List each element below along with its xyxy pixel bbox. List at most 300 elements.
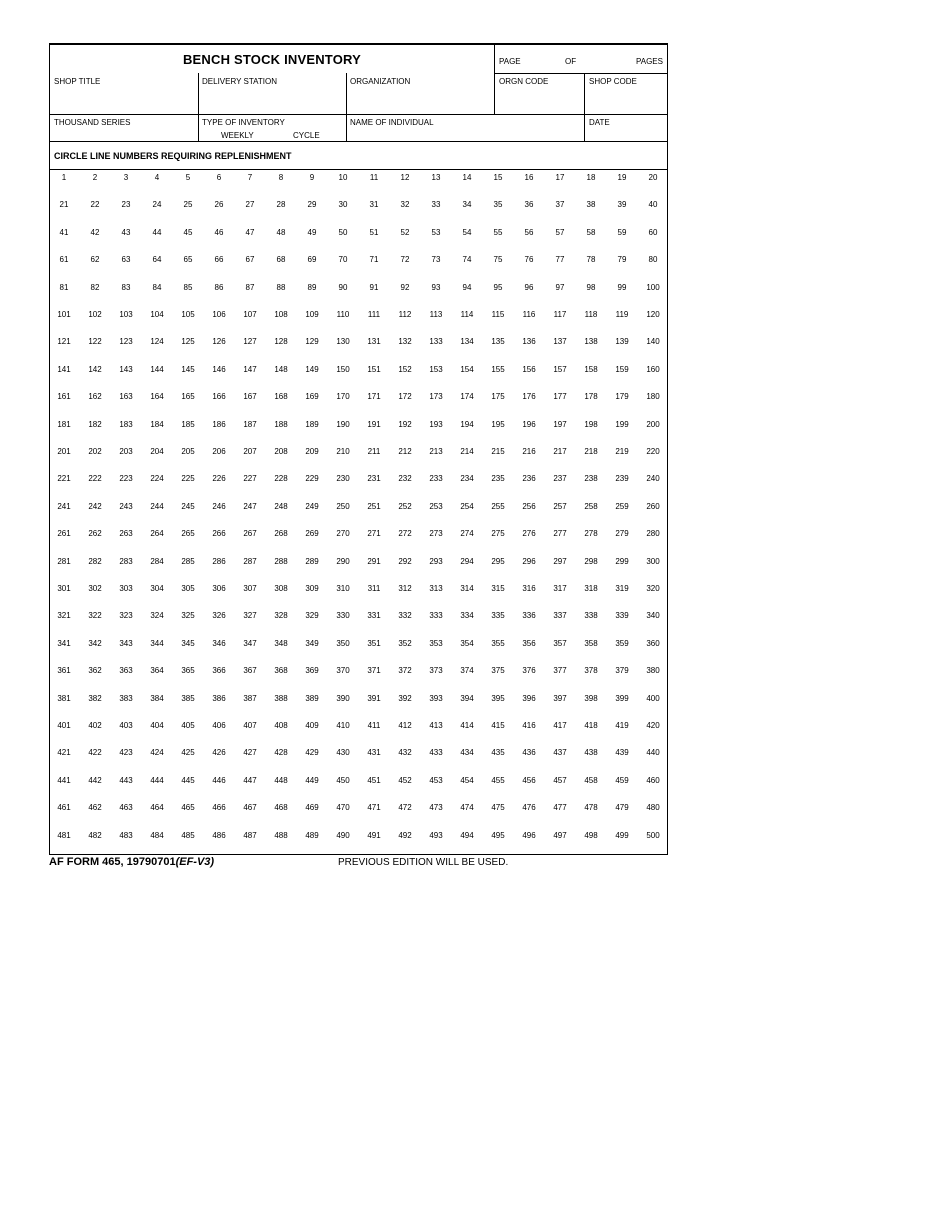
line-number-97[interactable]: 97 [555, 282, 565, 292]
line-number-402[interactable]: 402 [88, 721, 102, 730]
line-number-223[interactable]: 223 [119, 474, 133, 484]
line-number-367[interactable]: 367 [243, 666, 257, 676]
line-number-425[interactable]: 425 [181, 748, 195, 758]
line-number-390[interactable]: 390 [336, 693, 350, 703]
line-number-19[interactable]: 19 [617, 173, 627, 182]
line-number-312[interactable]: 312 [398, 584, 412, 593]
line-number-406[interactable]: 406 [212, 721, 226, 730]
line-number-494[interactable]: 494 [460, 830, 474, 840]
line-number-215[interactable]: 215 [491, 447, 505, 456]
line-number-438[interactable]: 438 [584, 748, 598, 758]
line-number-222[interactable]: 222 [88, 474, 102, 484]
line-number-399[interactable]: 399 [615, 693, 629, 703]
line-number-209[interactable]: 209 [305, 447, 319, 456]
line-number-151[interactable]: 151 [367, 364, 381, 374]
line-number-247[interactable]: 247 [243, 501, 257, 511]
line-number-267[interactable]: 267 [243, 529, 257, 539]
line-number-7[interactable]: 7 [247, 173, 253, 182]
line-number-161[interactable]: 161 [57, 392, 71, 402]
line-number-294[interactable]: 294 [460, 556, 474, 566]
line-number-166[interactable]: 166 [212, 392, 226, 402]
line-number-178[interactable]: 178 [584, 392, 598, 402]
line-number-113[interactable]: 113 [429, 310, 443, 319]
line-number-197[interactable]: 197 [553, 419, 567, 429]
line-number-391[interactable]: 391 [367, 693, 381, 703]
line-number-39[interactable]: 39 [617, 200, 627, 210]
line-number-75[interactable]: 75 [493, 255, 503, 265]
line-number-330[interactable]: 330 [336, 611, 350, 621]
line-number-106[interactable]: 106 [212, 310, 226, 319]
line-number-102[interactable]: 102 [88, 310, 102, 319]
line-number-395[interactable]: 395 [491, 693, 505, 703]
line-number-409[interactable]: 409 [305, 721, 319, 730]
line-number-21[interactable]: 21 [59, 200, 69, 210]
line-number-224[interactable]: 224 [150, 474, 164, 484]
line-number-408[interactable]: 408 [274, 721, 288, 730]
line-number-479[interactable]: 479 [615, 803, 629, 813]
line-number-485[interactable]: 485 [181, 830, 195, 840]
line-number-245[interactable]: 245 [181, 501, 195, 511]
line-number-90[interactable]: 90 [338, 282, 348, 292]
line-number-363[interactable]: 363 [119, 666, 133, 676]
line-number-140[interactable]: 140 [646, 337, 660, 347]
line-number-430[interactable]: 430 [336, 748, 350, 758]
line-number-336[interactable]: 336 [522, 611, 536, 621]
line-number-15[interactable]: 15 [493, 173, 503, 182]
line-number-313[interactable]: 313 [429, 584, 443, 593]
line-number-188[interactable]: 188 [274, 419, 288, 429]
line-number-251[interactable]: 251 [367, 501, 381, 511]
line-number-25[interactable]: 25 [183, 200, 193, 210]
line-number-329[interactable]: 329 [305, 611, 319, 621]
line-number-496[interactable]: 496 [522, 830, 536, 840]
line-number-205[interactable]: 205 [181, 447, 195, 456]
line-number-368[interactable]: 368 [274, 666, 288, 676]
line-number-320[interactable]: 320 [646, 584, 660, 593]
line-number-274[interactable]: 274 [460, 529, 474, 539]
line-number-13[interactable]: 13 [431, 173, 441, 182]
line-number-27[interactable]: 27 [245, 200, 255, 210]
line-number-364[interactable]: 364 [150, 666, 164, 676]
line-number-335[interactable]: 335 [491, 611, 505, 621]
line-number-423[interactable]: 423 [119, 748, 133, 758]
line-number-469[interactable]: 469 [305, 803, 319, 813]
line-number-318[interactable]: 318 [584, 584, 598, 593]
line-number-275[interactable]: 275 [491, 529, 505, 539]
line-number-258[interactable]: 258 [584, 501, 598, 511]
line-number-293[interactable]: 293 [429, 556, 443, 566]
line-number-96[interactable]: 96 [524, 282, 534, 292]
line-number-301[interactable]: 301 [57, 584, 71, 593]
line-number-121[interactable]: 121 [57, 337, 71, 347]
line-number-17[interactable]: 17 [555, 173, 565, 182]
line-number-174[interactable]: 174 [460, 392, 474, 402]
line-number-281[interactable]: 281 [57, 556, 71, 566]
line-number-486[interactable]: 486 [212, 830, 226, 840]
line-number-484[interactable]: 484 [150, 830, 164, 840]
line-number-388[interactable]: 388 [274, 693, 288, 703]
line-number-279[interactable]: 279 [615, 529, 629, 539]
line-number-342[interactable]: 342 [88, 638, 102, 648]
line-number-133[interactable]: 133 [429, 337, 443, 347]
line-number-455[interactable]: 455 [491, 775, 505, 785]
line-number-415[interactable]: 415 [491, 721, 505, 730]
line-number-492[interactable]: 492 [398, 830, 412, 840]
line-number-52[interactable]: 52 [400, 227, 410, 237]
line-number-474[interactable]: 474 [460, 803, 474, 813]
line-number-263[interactable]: 263 [119, 529, 133, 539]
line-number-352[interactable]: 352 [398, 638, 412, 648]
line-number-141[interactable]: 141 [57, 364, 71, 374]
line-number-354[interactable]: 354 [460, 638, 474, 648]
line-number-262[interactable]: 262 [88, 529, 102, 539]
line-number-110[interactable]: 110 [336, 310, 350, 319]
line-number-119[interactable]: 119 [615, 310, 629, 319]
line-number-445[interactable]: 445 [181, 775, 195, 785]
line-number-310[interactable]: 310 [336, 584, 350, 593]
line-number-211[interactable]: 211 [367, 447, 381, 456]
cycle-option[interactable]: CYCLE [293, 131, 320, 140]
line-number-57[interactable]: 57 [555, 227, 565, 237]
line-number-411[interactable]: 411 [367, 721, 381, 730]
line-number-434[interactable]: 434 [460, 748, 474, 758]
line-number-221[interactable]: 221 [57, 474, 71, 484]
line-number-46[interactable]: 46 [214, 227, 224, 237]
line-number-202[interactable]: 202 [88, 447, 102, 456]
line-number-2[interactable]: 2 [92, 173, 98, 182]
line-number-403[interactable]: 403 [119, 721, 133, 730]
line-number-243[interactable]: 243 [119, 501, 133, 511]
line-number-195[interactable]: 195 [491, 419, 505, 429]
line-number-87[interactable]: 87 [245, 282, 255, 292]
line-number-238[interactable]: 238 [584, 474, 598, 484]
line-number-84[interactable]: 84 [152, 282, 162, 292]
line-number-30[interactable]: 30 [338, 200, 348, 210]
line-number-147[interactable]: 147 [243, 364, 257, 374]
line-number-199[interactable]: 199 [615, 419, 629, 429]
line-number-380[interactable]: 380 [646, 666, 660, 676]
line-number-239[interactable]: 239 [615, 474, 629, 484]
line-number-260[interactable]: 260 [646, 501, 660, 511]
line-number-165[interactable]: 165 [181, 392, 195, 402]
line-number-466[interactable]: 466 [212, 803, 226, 813]
line-number-421[interactable]: 421 [57, 748, 71, 758]
line-number-471[interactable]: 471 [367, 803, 381, 813]
line-number-8[interactable]: 8 [278, 173, 284, 182]
line-number-5[interactable]: 5 [185, 173, 191, 182]
line-number-285[interactable]: 285 [181, 556, 195, 566]
line-number-112[interactable]: 112 [398, 310, 412, 319]
line-number-95[interactable]: 95 [493, 282, 503, 292]
line-number-452[interactable]: 452 [398, 775, 412, 785]
line-number-236[interactable]: 236 [522, 474, 536, 484]
line-number-129[interactable]: 129 [305, 337, 319, 347]
line-number-124[interactable]: 124 [150, 337, 164, 347]
line-number-389[interactable]: 389 [305, 693, 319, 703]
line-number-371[interactable]: 371 [367, 666, 381, 676]
line-number-273[interactable]: 273 [429, 529, 443, 539]
line-number-172[interactable]: 172 [398, 392, 412, 402]
line-number-259[interactable]: 259 [615, 501, 629, 511]
line-number-472[interactable]: 472 [398, 803, 412, 813]
line-number-324[interactable]: 324 [150, 611, 164, 621]
line-number-333[interactable]: 333 [429, 611, 443, 621]
line-number-80[interactable]: 80 [648, 255, 658, 265]
line-number-115[interactable]: 115 [491, 310, 505, 319]
line-number-44[interactable]: 44 [152, 227, 162, 237]
line-number-135[interactable]: 135 [491, 337, 505, 347]
line-number-93[interactable]: 93 [431, 282, 441, 292]
line-number-288[interactable]: 288 [274, 556, 288, 566]
line-number-186[interactable]: 186 [212, 419, 226, 429]
line-number-168[interactable]: 168 [274, 392, 288, 402]
line-number-181[interactable]: 181 [57, 419, 71, 429]
line-number-220[interactable]: 220 [646, 447, 660, 456]
line-number-488[interactable]: 488 [274, 830, 288, 840]
line-number-400[interactable]: 400 [646, 693, 660, 703]
line-number-392[interactable]: 392 [398, 693, 412, 703]
line-number-55[interactable]: 55 [493, 227, 503, 237]
line-number-413[interactable]: 413 [429, 721, 443, 730]
line-number-282[interactable]: 282 [88, 556, 102, 566]
line-number-62[interactable]: 62 [90, 255, 100, 265]
line-number-290[interactable]: 290 [336, 556, 350, 566]
line-number-89[interactable]: 89 [307, 282, 317, 292]
line-number-302[interactable]: 302 [88, 584, 102, 593]
line-number-252[interactable]: 252 [398, 501, 412, 511]
line-number-385[interactable]: 385 [181, 693, 195, 703]
line-number-480[interactable]: 480 [646, 803, 660, 813]
line-number-82[interactable]: 82 [90, 282, 100, 292]
line-number-79[interactable]: 79 [617, 255, 627, 265]
line-number-100[interactable]: 100 [646, 282, 660, 292]
line-number-435[interactable]: 435 [491, 748, 505, 758]
line-number-167[interactable]: 167 [243, 392, 257, 402]
line-number-266[interactable]: 266 [212, 529, 226, 539]
line-number-307[interactable]: 307 [243, 584, 257, 593]
line-number-464[interactable]: 464 [150, 803, 164, 813]
line-number-280[interactable]: 280 [646, 529, 660, 539]
line-number-210[interactable]: 210 [336, 447, 350, 456]
line-number-207[interactable]: 207 [243, 447, 257, 456]
line-number-70[interactable]: 70 [338, 255, 348, 265]
line-number-76[interactable]: 76 [524, 255, 534, 265]
line-number-451[interactable]: 451 [367, 775, 381, 785]
line-number-396[interactable]: 396 [522, 693, 536, 703]
line-number-429[interactable]: 429 [305, 748, 319, 758]
line-number-144[interactable]: 144 [150, 364, 164, 374]
line-number-419[interactable]: 419 [615, 721, 629, 730]
line-number-242[interactable]: 242 [88, 501, 102, 511]
line-number-493[interactable]: 493 [429, 830, 443, 840]
line-number-289[interactable]: 289 [305, 556, 319, 566]
line-number-351[interactable]: 351 [367, 638, 381, 648]
line-number-308[interactable]: 308 [274, 584, 288, 593]
line-number-358[interactable]: 358 [584, 638, 598, 648]
line-number-235[interactable]: 235 [491, 474, 505, 484]
line-number-105[interactable]: 105 [181, 310, 195, 319]
line-number-241[interactable]: 241 [57, 501, 71, 511]
line-number-149[interactable]: 149 [305, 364, 319, 374]
line-number-33[interactable]: 33 [431, 200, 441, 210]
line-number-407[interactable]: 407 [243, 721, 257, 730]
line-number-94[interactable]: 94 [462, 282, 472, 292]
line-number-227[interactable]: 227 [243, 474, 257, 484]
line-number-203[interactable]: 203 [119, 447, 133, 456]
line-number-163[interactable]: 163 [119, 392, 133, 402]
line-number-206[interactable]: 206 [212, 447, 226, 456]
line-number-386[interactable]: 386 [212, 693, 226, 703]
line-number-164[interactable]: 164 [150, 392, 164, 402]
line-number-4[interactable]: 4 [154, 173, 160, 182]
line-number-327[interactable]: 327 [243, 611, 257, 621]
line-number-331[interactable]: 331 [367, 611, 381, 621]
line-number-432[interactable]: 432 [398, 748, 412, 758]
line-number-291[interactable]: 291 [367, 556, 381, 566]
line-number-356[interactable]: 356 [522, 638, 536, 648]
line-number-192[interactable]: 192 [398, 419, 412, 429]
line-number-23[interactable]: 23 [121, 200, 131, 210]
line-number-347[interactable]: 347 [243, 638, 257, 648]
line-number-91[interactable]: 91 [369, 282, 379, 292]
line-number-216[interactable]: 216 [522, 447, 536, 456]
line-number-428[interactable]: 428 [274, 748, 288, 758]
line-number-40[interactable]: 40 [648, 200, 658, 210]
line-number-179[interactable]: 179 [615, 392, 629, 402]
line-number-208[interactable]: 208 [274, 447, 288, 456]
line-number-437[interactable]: 437 [553, 748, 567, 758]
line-number-297[interactable]: 297 [553, 556, 567, 566]
line-number-152[interactable]: 152 [398, 364, 412, 374]
line-number-424[interactable]: 424 [150, 748, 164, 758]
line-number-332[interactable]: 332 [398, 611, 412, 621]
line-number-393[interactable]: 393 [429, 693, 443, 703]
line-number-478[interactable]: 478 [584, 803, 598, 813]
line-number-349[interactable]: 349 [305, 638, 319, 648]
line-number-454[interactable]: 454 [460, 775, 474, 785]
line-number-303[interactable]: 303 [119, 584, 133, 593]
line-number-442[interactable]: 442 [88, 775, 102, 785]
line-number-83[interactable]: 83 [121, 282, 131, 292]
line-number-170[interactable]: 170 [336, 392, 350, 402]
line-number-109[interactable]: 109 [305, 310, 319, 319]
line-number-462[interactable]: 462 [88, 803, 102, 813]
line-number-483[interactable]: 483 [119, 830, 133, 840]
line-number-108[interactable]: 108 [274, 310, 288, 319]
line-number-361[interactable]: 361 [57, 666, 71, 676]
line-number-376[interactable]: 376 [522, 666, 536, 676]
line-number-114[interactable]: 114 [460, 310, 474, 319]
line-number-183[interactable]: 183 [119, 419, 133, 429]
line-number-191[interactable]: 191 [367, 419, 381, 429]
line-number-177[interactable]: 177 [553, 392, 567, 402]
line-number-240[interactable]: 240 [646, 474, 660, 484]
line-number-369[interactable]: 369 [305, 666, 319, 676]
line-number-66[interactable]: 66 [214, 255, 224, 265]
line-number-374[interactable]: 374 [460, 666, 474, 676]
line-number-295[interactable]: 295 [491, 556, 505, 566]
line-number-246[interactable]: 246 [212, 501, 226, 511]
line-number-283[interactable]: 283 [119, 556, 133, 566]
line-number-355[interactable]: 355 [491, 638, 505, 648]
line-number-123[interactable]: 123 [119, 337, 133, 347]
line-number-357[interactable]: 357 [553, 638, 567, 648]
line-number-72[interactable]: 72 [400, 255, 410, 265]
line-number-265[interactable]: 265 [181, 529, 195, 539]
line-number-49[interactable]: 49 [307, 227, 317, 237]
line-number-387[interactable]: 387 [243, 693, 257, 703]
line-number-261[interactable]: 261 [57, 529, 71, 539]
line-number-9[interactable]: 9 [309, 173, 315, 182]
line-number-194[interactable]: 194 [460, 419, 474, 429]
line-number-457[interactable]: 457 [553, 775, 567, 785]
line-number-453[interactable]: 453 [429, 775, 443, 785]
line-number-145[interactable]: 145 [181, 364, 195, 374]
line-number-157[interactable]: 157 [553, 364, 567, 374]
line-number-382[interactable]: 382 [88, 693, 102, 703]
line-number-24[interactable]: 24 [152, 200, 162, 210]
line-number-111[interactable]: 111 [367, 310, 381, 319]
line-number-214[interactable]: 214 [460, 447, 474, 456]
line-number-65[interactable]: 65 [183, 255, 193, 265]
line-number-287[interactable]: 287 [243, 556, 257, 566]
line-number-360[interactable]: 360 [646, 638, 660, 648]
line-number-322[interactable]: 322 [88, 611, 102, 621]
line-number-404[interactable]: 404 [150, 721, 164, 730]
line-number-156[interactable]: 156 [522, 364, 536, 374]
line-number-74[interactable]: 74 [462, 255, 472, 265]
line-number-315[interactable]: 315 [491, 584, 505, 593]
line-number-500[interactable]: 500 [646, 830, 660, 840]
line-number-225[interactable]: 225 [181, 474, 195, 484]
line-number-431[interactable]: 431 [367, 748, 381, 758]
line-number-187[interactable]: 187 [243, 419, 257, 429]
line-number-449[interactable]: 449 [305, 775, 319, 785]
line-number-284[interactable]: 284 [150, 556, 164, 566]
line-number-473[interactable]: 473 [429, 803, 443, 813]
line-number-365[interactable]: 365 [181, 666, 195, 676]
line-number-296[interactable]: 296 [522, 556, 536, 566]
line-number-499[interactable]: 499 [615, 830, 629, 840]
line-number-185[interactable]: 185 [181, 419, 195, 429]
line-number-446[interactable]: 446 [212, 775, 226, 785]
line-number-463[interactable]: 463 [119, 803, 133, 813]
line-number-37[interactable]: 37 [555, 200, 565, 210]
line-number-217[interactable]: 217 [553, 447, 567, 456]
line-number-101[interactable]: 101 [57, 310, 71, 319]
line-number-29[interactable]: 29 [307, 200, 317, 210]
line-number-233[interactable]: 233 [429, 474, 443, 484]
line-number-71[interactable]: 71 [369, 255, 379, 265]
line-number-306[interactable]: 306 [212, 584, 226, 593]
line-number-309[interactable]: 309 [305, 584, 319, 593]
line-number-173[interactable]: 173 [429, 392, 443, 402]
line-number-497[interactable]: 497 [553, 830, 567, 840]
line-number-38[interactable]: 38 [586, 200, 596, 210]
line-number-127[interactable]: 127 [243, 337, 257, 347]
line-number-420[interactable]: 420 [646, 721, 660, 730]
line-number-417[interactable]: 417 [553, 721, 567, 730]
line-number-169[interactable]: 169 [305, 392, 319, 402]
line-number-81[interactable]: 81 [59, 282, 69, 292]
line-number-86[interactable]: 86 [214, 282, 224, 292]
line-number-171[interactable]: 171 [367, 392, 381, 402]
line-number-3[interactable]: 3 [123, 173, 129, 182]
line-number-54[interactable]: 54 [462, 227, 472, 237]
line-number-426[interactable]: 426 [212, 748, 226, 758]
line-number-470[interactable]: 470 [336, 803, 350, 813]
line-number-341[interactable]: 341 [57, 638, 71, 648]
